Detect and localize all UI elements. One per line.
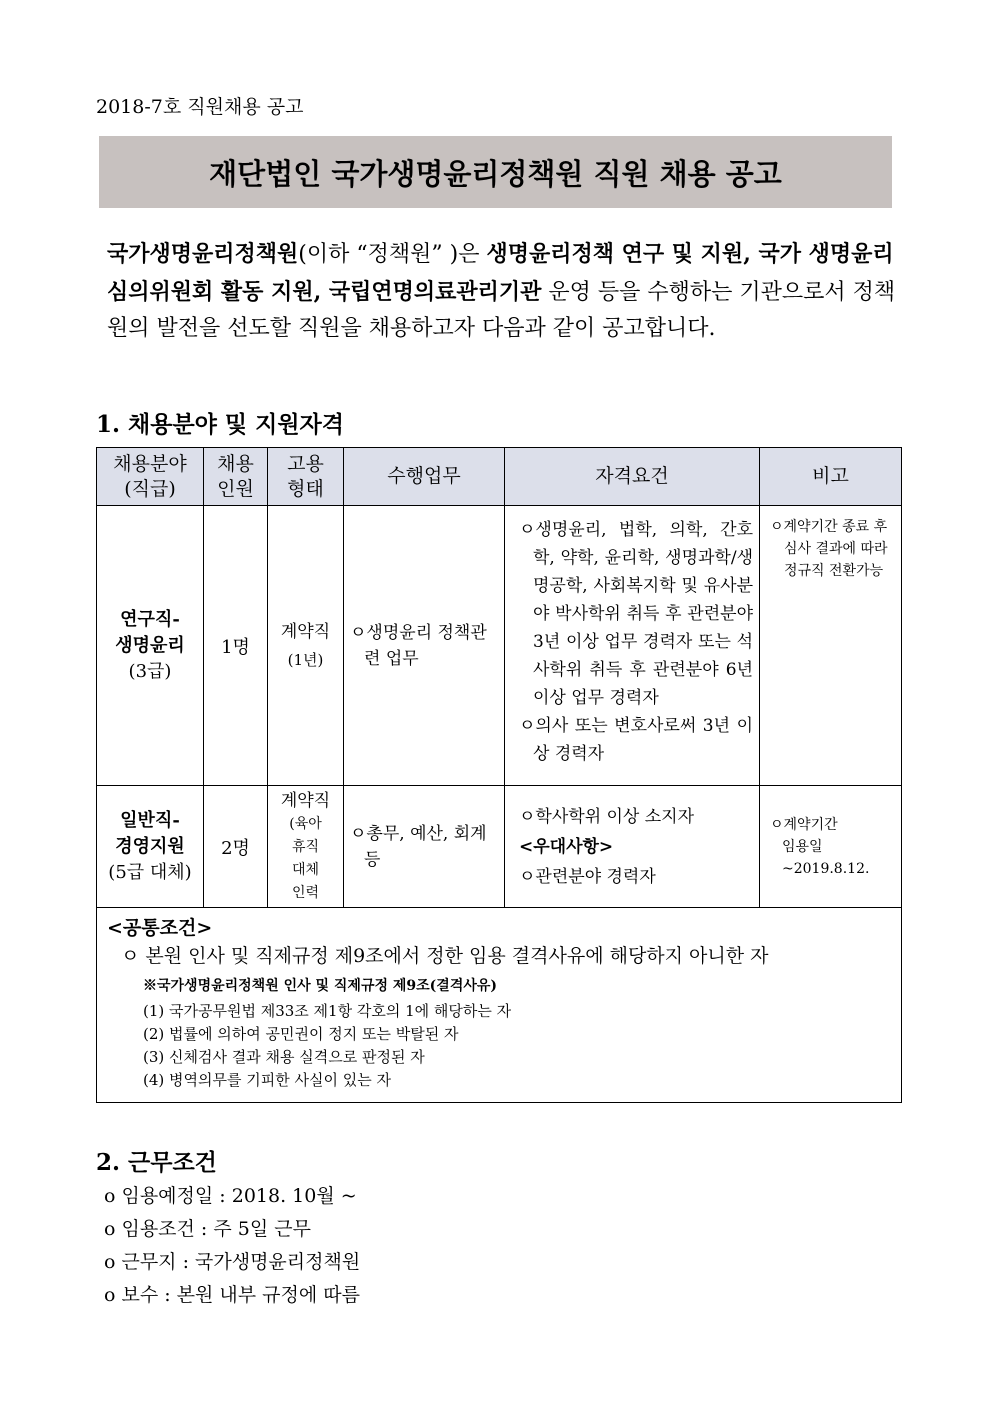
title-banner xyxy=(99,136,892,208)
row2-qual-item2: ㅇ관련분야 경력자 xyxy=(519,866,656,887)
list-item: o 임용조건 : 주 5일 근무 xyxy=(104,1218,311,1240)
row1-qual-item2: ㅇ의사 또는 변호사로써 3년 이상 경력자 xyxy=(519,716,753,764)
row1-note xyxy=(760,506,902,786)
row1-field xyxy=(97,506,204,786)
row2-duty-text: ㅇ총무, 예산, 회계 등 xyxy=(350,823,487,870)
list-item: (2) 법률에 의하여 공민권이 정지 또는 박탈된 자 xyxy=(143,1025,459,1043)
row1-duty xyxy=(344,506,505,786)
row2-type xyxy=(268,786,344,908)
common-main-condition: ㅇ 본원 인사 및 직제규정 제9조에서 정한 임용 결격사유에 해당하지 아니한 자 xyxy=(121,945,769,967)
intro-org-name: 국가생명윤리정책원 xyxy=(107,241,299,267)
header-type xyxy=(268,448,344,506)
document-title: 재단법인 국가생명윤리정책원 직원 채용 공고 xyxy=(209,156,782,191)
list-item: o 보수 : 본원 내부 규정에 따름 xyxy=(104,1284,360,1306)
row2-note xyxy=(760,786,902,908)
header-count xyxy=(204,448,268,506)
row2-field-line2: 경영지원 xyxy=(115,835,185,857)
table-row xyxy=(97,506,902,786)
row1-field-line2: 생명윤리 xyxy=(115,634,185,656)
row1-type xyxy=(268,506,344,786)
row2-field-line1: 일반직- xyxy=(120,809,180,831)
header-count-line2: 인원 xyxy=(217,477,254,500)
row2-qual-item1: ㅇ학사학위 이상 소지자 xyxy=(519,806,695,827)
table-header-row xyxy=(97,448,902,506)
work-conditions-list xyxy=(104,1180,360,1312)
header-note: 비고 xyxy=(760,448,902,506)
list-item: (1) 국가공무원법 제33조 제1항 각호의 1에 해당하는 자 xyxy=(143,1002,512,1020)
row1-qualification xyxy=(505,506,760,786)
row2-type-line3: 휴직 xyxy=(291,838,320,855)
row2-field-line3: (5급 대체) xyxy=(108,861,192,883)
row2-qualification xyxy=(505,786,760,908)
row1-field-line1: 연구직- xyxy=(120,608,180,630)
header-field-line2: (직급) xyxy=(124,477,176,500)
common-sub-heading: ※국가생명윤리정책원 인사 및 직제규정 제9조(결격사유) xyxy=(143,978,498,994)
table-row xyxy=(97,786,902,908)
row1-qual-item1: ㅇ생명윤리, 법학, 의학, 간호학, 약학, 윤리학, 생명과학/생명공학, 사회복지학 및 유사분야 박사학위 취득 후 관련분야 3년 이상 업무 경력자 또는 석사학위 취득 후 관련분야 6년 이상 업무 경력자 xyxy=(519,520,753,708)
row2-count: 2명 xyxy=(204,786,268,908)
notice-number: 2018-7호 직원채용 공고 xyxy=(96,96,304,118)
row1-duty-text: ㅇ생명윤리 정책관련 업무 xyxy=(350,622,487,669)
row1-type-line2: (1년) xyxy=(287,650,324,669)
intro-text-2: 운영 등을 수행하는 기관으로서 정책원의 발전을 선도할 직원을 채용하고자 다음과 같이 공고합니다. xyxy=(107,279,896,341)
row1-count: 1명 xyxy=(204,506,268,786)
list-item: o 임용예정일 : 2018. 10월 ~ xyxy=(104,1185,357,1207)
header-duty: 수행업무 xyxy=(344,448,505,506)
table-row-common xyxy=(97,908,902,1103)
list-item: (4) 병역의무를 기피한 사실이 있는 자 xyxy=(143,1071,391,1089)
common-heading: <공통조건> xyxy=(107,917,213,939)
intro-duties: 생명윤리정책 연구 및 지원, 국가 생명윤리심의위원회 활동 지원, 국립연명의료관리기관 xyxy=(107,241,894,305)
list-item: (3) 신체검사 결과 채용 실격으로 판정된 자 xyxy=(143,1048,425,1066)
common-conditions xyxy=(97,908,902,1103)
section1-heading: 1. 채용분야 및 지원자격 xyxy=(96,411,344,438)
row1-type-line1: 계약직 xyxy=(280,621,331,642)
header-type-line1: 고용 xyxy=(287,452,324,475)
header-type-line2: 형태 xyxy=(287,477,324,500)
row2-note-line2: 임용일~2019.8.12. xyxy=(782,838,870,877)
list-item: o 근무지 : 국가생명윤리정책원 xyxy=(104,1251,361,1273)
row1-field-line3: (3급) xyxy=(128,660,172,682)
header-field-line1: 채용분야 xyxy=(113,452,187,475)
row2-duty xyxy=(344,786,505,908)
recruitment-table xyxy=(96,447,902,1103)
intro-paragraph xyxy=(107,236,897,348)
section2-heading: 2. 근무조건 xyxy=(96,1149,217,1176)
row2-type-line2: (육아 xyxy=(289,815,322,832)
header-field xyxy=(97,448,204,506)
intro-text-1: (이하 “정책원” )은 xyxy=(298,242,487,267)
row2-type-line5: 인력 xyxy=(291,884,320,901)
header-qualification: 자격요건 xyxy=(505,448,760,506)
row2-note-line1: ㅇ계약기간 xyxy=(770,816,838,833)
row2-type-line4: 대체 xyxy=(291,861,320,878)
row1-note-text: ㅇ계약기간 종료 후 심사 결과에 따라 정규직 전환가능 xyxy=(770,519,888,579)
header-count-line1: 채용 xyxy=(217,452,254,475)
row2-qual-preferred: <우대사항> xyxy=(519,836,614,857)
row2-field xyxy=(97,786,204,908)
row2-type-line1: 계약직 xyxy=(280,790,331,811)
